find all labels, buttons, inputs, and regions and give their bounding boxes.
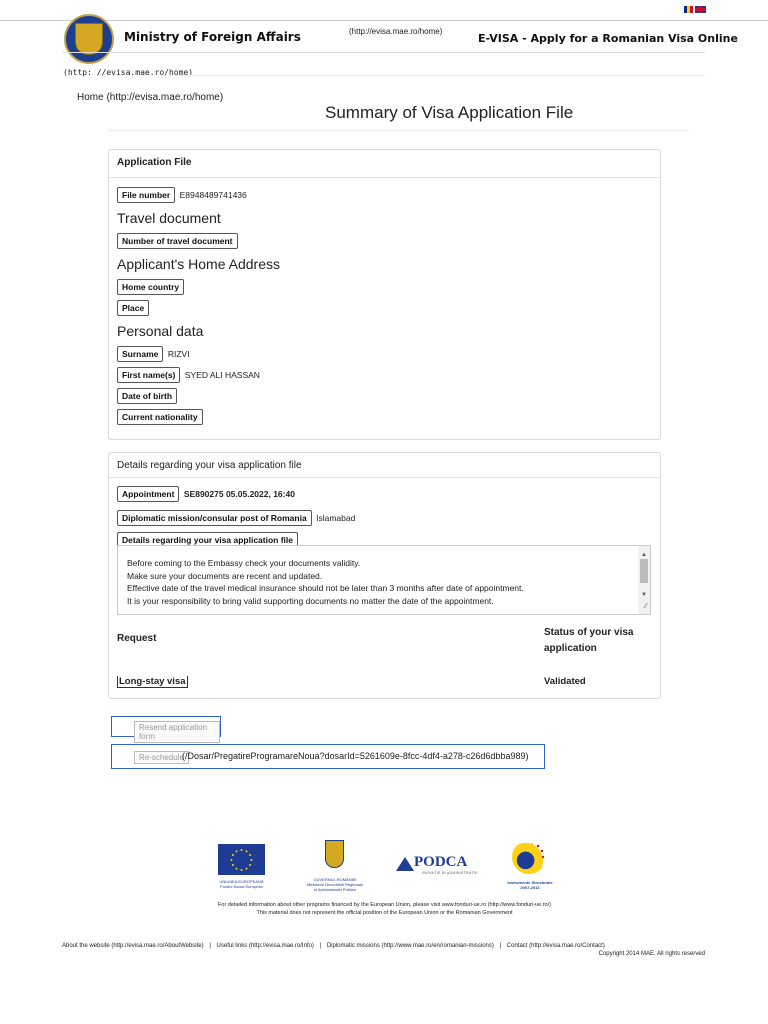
title-divider (108, 130, 690, 131)
appointment-label: Appointment (117, 486, 179, 502)
application-file-heading: Application File (109, 150, 660, 178)
surname-label: Surname (117, 346, 163, 362)
status-value: Validated (544, 676, 586, 687)
notes-line: Make sure your documents are recent and updated. (127, 570, 323, 581)
travel-doc-number-label: Number of travel document (117, 233, 238, 249)
first-names-row (117, 365, 260, 383)
dob-label: Date of birth (117, 388, 177, 404)
podca-triangle-icon (396, 857, 414, 871)
structural-instruments-logo (512, 840, 546, 874)
notes-line: Effective date of the travel medical insurance should not be later than 3 months after date of appointment. (127, 583, 524, 593)
top-divider (0, 20, 768, 21)
notes-line: It is your responsibility to bring valid supporting documents no matter the date of the appointment. (127, 595, 494, 606)
appointment-value: SE890275 05.05.2022, 16:40 (183, 489, 295, 499)
eu-stars-icon (218, 844, 265, 875)
header-divider (62, 52, 705, 53)
surname-value: RIZVI (167, 349, 190, 359)
place-label: Place (117, 300, 149, 316)
gov-caption-line: și Administrației Publice (313, 887, 357, 892)
details-label: Details regarding your visa application file (117, 532, 298, 548)
gov-caption-line: GUVERNUL ROMÂNIEI (313, 877, 357, 882)
eu-logo-caption (210, 879, 273, 889)
mission-row (117, 508, 355, 526)
podca-logo (396, 853, 478, 875)
footer-separator: | (319, 943, 322, 949)
romanian-coat-of-arms-icon (325, 840, 344, 868)
eu-caption-line: UNIUNEA EUROPEANĂ (219, 879, 264, 884)
logo-home-link[interactable]: (http: //evisa.mae.ro/home) (63, 68, 194, 77)
details-notes-textarea[interactable] (117, 545, 651, 615)
footer-separator: | (499, 943, 502, 949)
personal-data-heading: Personal data (117, 323, 204, 339)
nationality-row (117, 407, 203, 425)
podca-logo-text: PODCA (414, 854, 468, 870)
structural-caption-line: Instrumente Structurale (507, 880, 553, 885)
file-number-label: File number (117, 187, 175, 203)
gov-logo-caption (295, 877, 375, 892)
reschedule-container (111, 744, 545, 769)
english-flag-icon[interactable] (695, 6, 706, 13)
structural-caption-line: 2007-2013 (520, 885, 540, 890)
request-column-header: Request (117, 633, 157, 644)
home-country-row (117, 277, 184, 295)
copyright-text: Copyright 2014 MAE. All rights reserved (598, 951, 705, 957)
dob-row (117, 386, 177, 404)
gov-caption-line: Ministerul Dezvoltării Regionale (306, 882, 364, 887)
reschedule-button[interactable]: Re-schedule (134, 751, 189, 764)
appointment-row (117, 484, 295, 502)
resize-handle-icon[interactable]: ⁄⁄ (644, 602, 647, 610)
nationality-label: Current nationality (117, 409, 203, 425)
useful-links-link[interactable]: Useful links (http://evisa.mae.ro/Info) (216, 943, 314, 949)
reschedule-link[interactable]: (/Dosar/PregatireProgramareNoua?dosarId=5261609e-8fcc-4df4-a278-c26d6dbba989) (182, 751, 529, 761)
first-names-value: SYED ALI HASSAN (184, 370, 260, 380)
mission-label: Diplomatic mission/consular post of Romania (117, 510, 312, 526)
first-names-label: First name(s) (117, 367, 180, 383)
travel-document-heading: Travel document (117, 210, 221, 226)
government-crest-logo[interactable] (64, 14, 114, 64)
file-number-value: E8948489741436 (179, 190, 247, 200)
contact-link[interactable]: Contact (http://evisa.mae.ro/Contact) (506, 943, 605, 949)
home-address-heading: Applicant's Home Address (117, 256, 280, 272)
notes-line: Before coming to the Embassy check your documents validity. (127, 558, 361, 568)
surname-row (117, 344, 190, 362)
status-column-header: Status of your visa application (544, 627, 634, 654)
nav-divider (166, 75, 705, 76)
scroll-thumb[interactable] (640, 559, 648, 583)
eu-caption-line: Fondul Social European (220, 884, 263, 889)
podca-tagline: INOVAȚIE ÎN ADMINISTRAȚIE (422, 871, 478, 875)
site-title: E-VISA - Apply for a Romanian Visa Online (478, 32, 738, 45)
home-country-label: Home country (117, 279, 184, 295)
footer-separator: | (209, 943, 211, 949)
language-switcher (684, 6, 706, 13)
diplomatic-missions-link[interactable]: Diplomatic missions (http://www.mae.ro/en/romanian-missions) (326, 943, 494, 949)
travel-doc-number-row (117, 231, 238, 249)
breadcrumb-home-link[interactable]: Home (http://evisa.mae.ro/home) (77, 92, 224, 103)
structural-stars-icon (512, 840, 546, 874)
eu-funding-note: For detailed information about other programs financed by the European Union, please visit www.fonduri-ue.ro (http://www.fonduri-ue.ro/) (218, 902, 551, 908)
disclaimer-note: This material does not represent the official position of the European Union or the Romanian Government (256, 910, 513, 916)
file-number-row (117, 185, 247, 203)
romanian-flag-icon[interactable] (684, 6, 693, 13)
mission-value: Islamabad (316, 513, 356, 523)
resend-application-button[interactable]: Resend application form (134, 721, 220, 743)
footer-links (62, 943, 605, 949)
about-website-link[interactable]: About the website (http://evisa.mae.ro/AboutWebsite) (62, 943, 204, 949)
visa-details-heading: Details regarding your visa application file (109, 453, 660, 478)
eu-flag-logo (218, 844, 265, 875)
scroll-up-icon[interactable]: ▲ (641, 552, 647, 558)
ministry-name: Ministry of Foreign Affairs (124, 30, 301, 44)
header-home-link[interactable]: (http://evisa.mae.ro/home) (349, 27, 443, 36)
structural-logo-caption (500, 880, 560, 890)
page-title: Summary of Visa Application File (325, 103, 574, 122)
scroll-down-icon[interactable]: ▼ (641, 592, 647, 598)
request-value: Long-stay visa (119, 676, 186, 687)
place-row (117, 298, 149, 316)
resend-form-container (111, 716, 221, 741)
